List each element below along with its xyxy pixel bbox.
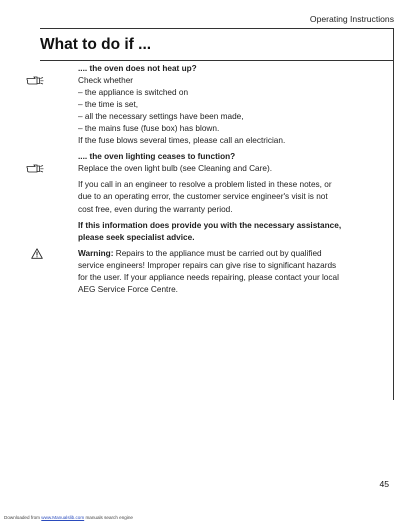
heat-item-4: – the mains fuse (fuse box) has blown. <box>78 124 220 134</box>
page-number: 45 <box>379 479 389 489</box>
light-instruction: Replace the oven light bulb (see Cleaning and Care). <box>78 164 272 174</box>
footer-prefix: Downloaded from <box>4 515 42 520</box>
heat-item-1: – the appliance is switched on <box>78 88 189 98</box>
header-rule <box>40 28 394 29</box>
advice-line-2: please seek specialist advice. <box>78 232 195 242</box>
heat-heading: .... the oven does not heat up? <box>78 64 197 73</box>
heat-intro: Check whether <box>78 76 134 86</box>
warning-row <box>78 248 384 260</box>
page-title: What to do if ... <box>40 36 152 53</box>
warning-line-3: for the user. If your appliance needs repairing, please contact your local <box>78 272 339 282</box>
warning-triangle-icon <box>31 248 43 259</box>
heat-check-row <box>78 75 384 87</box>
page-header: Operating Instructions <box>309 14 394 24</box>
title-rule <box>40 60 394 61</box>
advice-line-1: If this information does provide you with the necessary assistance, <box>78 220 342 230</box>
footer-suffix: manuals search engine <box>84 515 133 520</box>
light-heading: .... the oven lighting ceases to function? <box>78 152 236 162</box>
light-row <box>78 163 384 175</box>
warning-line-1-text: Repairs to the appliance must be carried out by qualified <box>113 248 322 258</box>
content <box>78 63 384 296</box>
warning-line-4: AEG Service Force Centre. <box>78 284 178 294</box>
download-footer <box>4 515 133 520</box>
heat-note: If the fuse blows several times, please call an electrician. <box>78 136 286 146</box>
warning-line-2: service engineers! Improper repairs can give rise to significant hazards <box>78 260 337 270</box>
footer-link[interactable]: www.Manualslib.com <box>41 515 85 520</box>
pointing-hand-icon <box>26 164 44 173</box>
engineer-para-line-2: due to an operating error, the customer service engineer's visit is not <box>78 192 328 202</box>
engineer-para-line-1: If you call in an engineer to resolve a problem listed in these notes, or <box>78 180 332 190</box>
engineer-para-line-3: cost free, even during the warranty period. <box>78 204 233 214</box>
right-margin-rule <box>393 28 394 400</box>
pointing-hand-icon <box>26 76 44 85</box>
heat-item-3: – all the necessary settings have been made, <box>78 112 244 122</box>
warning-label: Warning: <box>78 248 114 258</box>
heat-item-2: – the time is set, <box>78 100 139 110</box>
warning-line-1 <box>78 248 384 260</box>
